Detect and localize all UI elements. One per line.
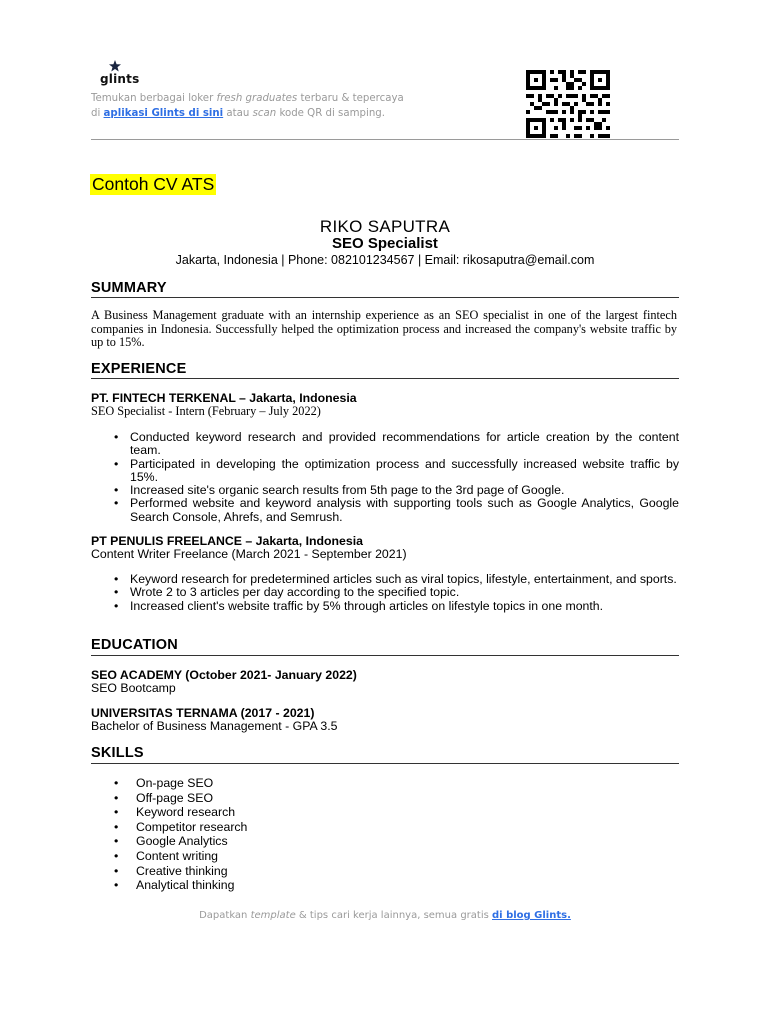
list-item: • Analytical thinking	[114, 878, 235, 893]
list-item: • Off-page SEO	[114, 790, 214, 805]
footer-text: Dapatkan template & tips cari kerja lainnya, semua gratis di blog Glints.	[199, 910, 571, 921]
job-position: Content Writer Freelance (March 2021 - September 2021)	[91, 547, 407, 561]
education-divider	[91, 655, 679, 656]
summary-divider	[91, 297, 679, 298]
skills-list	[111, 776, 411, 893]
candidate-role: SEO Specialist	[332, 235, 438, 252]
list-item: • Conducted keyword research and provided recommendations for article creation by the content team.	[114, 430, 679, 458]
list-item: • Competitor research	[114, 819, 248, 834]
education-heading: EDUCATION	[91, 637, 178, 653]
glints-blog-link[interactable]: di blog Glints.	[492, 910, 571, 921]
experience-heading: EXPERIENCE	[91, 361, 187, 377]
education-detail: SEO Bootcamp	[91, 681, 176, 695]
job-company: PT. FINTECH TERKENAL – Jakarta, Indonesia	[91, 391, 357, 405]
list-item: • Keyword research	[114, 805, 236, 820]
summary-text: A Business Management graduate with an internship experience as an SEO specialist in one of the largest fintech companies in Indonesia. Successfully helped the optimization process and increased the company's website traffic by up to 15%.	[91, 308, 677, 350]
contact-info: Jakarta, Indonesia | Phone: 082101234567 | Email: rikosaputra@email.com	[175, 253, 595, 267]
education-detail: Bachelor of Business Management - GPA 3.5	[91, 719, 338, 733]
promo-line-2: di aplikasi Glints di sini atau scan kode QR di samping.	[91, 108, 385, 119]
cv-title-highlight: Contoh CV ATS	[92, 174, 215, 194]
education-school: SEO ACADEMY (October 2021- January 2022)	[91, 668, 357, 682]
experience-divider	[91, 378, 679, 379]
list-item: • Increased site's organic search results from 5th page to the 3rd page of Google.	[114, 483, 565, 498]
list-item: • Performed website and keyword analysis with supporting tools such as Google Analytics, Google Search Console, Ahrefs, and Semrush.	[114, 496, 679, 524]
list-item: • Content writing	[114, 848, 219, 863]
job-position: SEO Specialist - Intern (February – July 2022)	[91, 404, 321, 418]
promo-line-1: Temukan berbagai loker fresh graduates terbaru & tepercaya	[91, 93, 404, 104]
list-item: • Wrote 2 to 3 articles per day according to the specified topic.	[114, 585, 460, 600]
glints-star-icon	[109, 60, 121, 72]
list-item: • Google Analytics	[114, 834, 228, 849]
job-bullets	[111, 431, 679, 524]
qr-code-icon[interactable]	[526, 70, 610, 138]
skills-heading: SKILLS	[91, 745, 144, 761]
list-item: • Keyword research for predetermined articles such as viral topics, lifestyle, entertainment, and sports.	[114, 572, 677, 586]
summary-heading: SUMMARY	[91, 280, 167, 296]
job-company: PT PENULIS FREELANCE – Jakarta, Indonesia	[91, 534, 363, 548]
list-item: • Increased client's website traffic by 5% through articles on lifestyle topics in one month.	[114, 598, 604, 613]
list-item: • Creative thinking	[114, 863, 228, 878]
education-school: UNIVERSITAS TERNAMA (2017 - 2021)	[91, 706, 315, 720]
skills-divider	[91, 763, 679, 764]
job-bullets	[111, 573, 679, 613]
glints-logo	[95, 60, 145, 90]
list-item: • Participated in developing the optimization process and successfully increased website traffic by 15%.	[114, 456, 679, 484]
candidate-name: RIKO SAPUTRA	[319, 217, 451, 236]
header-divider	[91, 139, 679, 140]
brand-name: glints	[100, 72, 140, 86]
glints-app-link[interactable]: aplikasi Glints di sini	[103, 108, 224, 119]
list-item: • On-page SEO	[114, 776, 214, 790]
